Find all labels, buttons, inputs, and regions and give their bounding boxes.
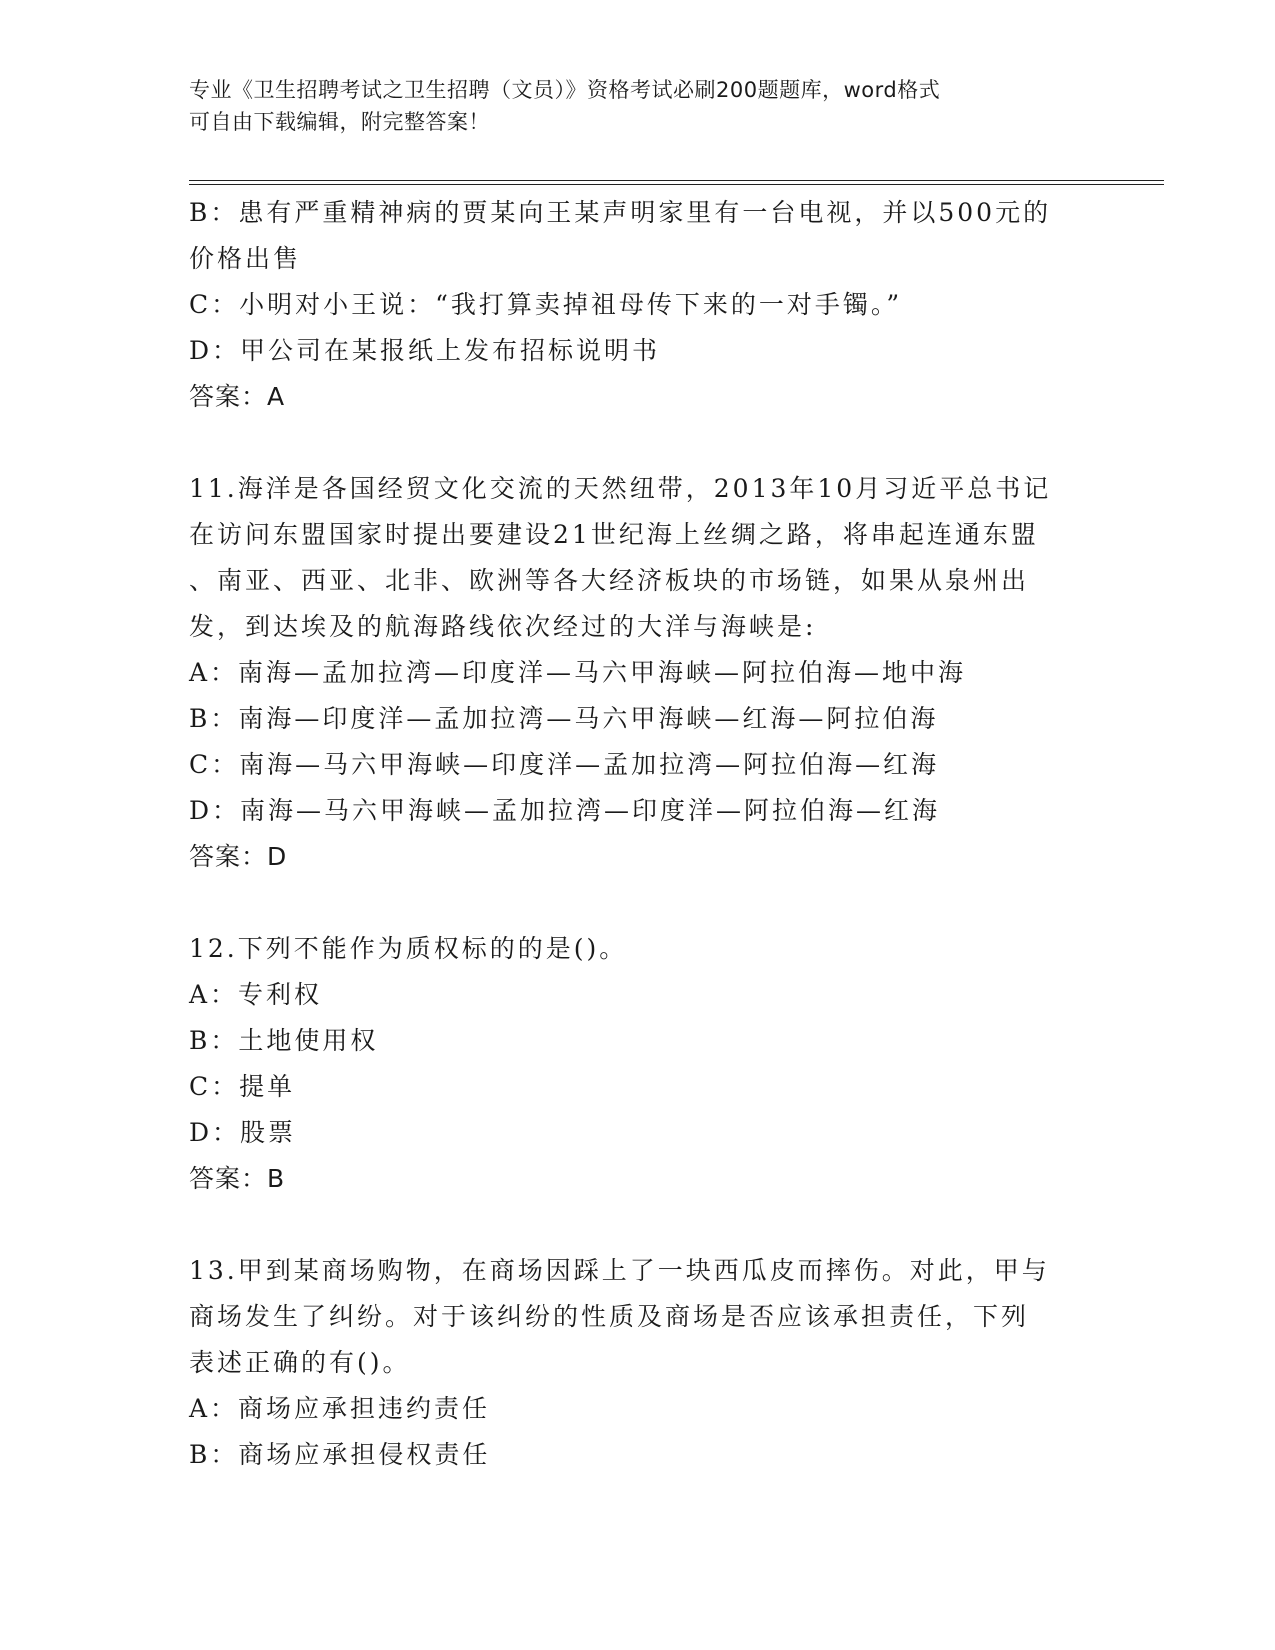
option-c: C：小明对小王说：“我打算卖掉祖母传下来的一对手镯。” xyxy=(189,290,903,319)
option-c: C：南海—马六甲海峡—印度洋—孟加拉湾—阿拉伯海—红海 xyxy=(189,750,940,779)
question-stem-line-3: 、南亚、西亚、北非、欧洲等各大经济板块的市场链，如果从泉州出 xyxy=(189,566,1030,595)
answer-label: 答案：D xyxy=(189,842,288,871)
answer-label: 答案：B xyxy=(189,1164,286,1193)
question-content xyxy=(189,190,1089,1478)
spacer xyxy=(189,420,1089,466)
question-stem-line-2: 在访问东盟国家时提出要建设21世纪海上丝绸之路，将串起连通东盟 xyxy=(189,520,1039,549)
question-block-13 xyxy=(189,1248,1089,1478)
option-c: C：提单 xyxy=(189,1072,296,1101)
question-stem: 12.下列不能作为质权标的的是()。 xyxy=(189,934,628,963)
option-a: A：南海—孟加拉湾—印度洋—马六甲海峡—阿拉伯海—地中海 xyxy=(189,658,967,687)
question-stem-line-2: 商场发生了纠纷。对于该纠纷的性质及商场是否应该承担责任，下列 xyxy=(189,1302,1030,1331)
answer-label: 答案：A xyxy=(189,382,286,411)
header-divider-top xyxy=(189,180,1164,181)
document-header xyxy=(189,74,1079,138)
question-stem-line-4: 发，到达埃及的航海路线依次经过的大洋与海峡是: xyxy=(189,612,817,641)
question-stem-line-1: 11.海洋是各国经贸文化交流的天然纽带，2013年10月习近平总书记 xyxy=(189,474,1052,503)
option-a: A：商场应承担违约责任 xyxy=(189,1394,491,1423)
question-block-12 xyxy=(189,926,1089,1202)
header-line-1: 专业《卫生招聘考试之卫生招聘（文员）》资格考试必刷200题题库，word格式 xyxy=(189,78,941,102)
question-block-10 xyxy=(189,190,1089,420)
header-divider-bottom xyxy=(189,184,1164,185)
option-b-line-2: 价格出售 xyxy=(189,244,302,273)
option-b: B：南海—印度洋—孟加拉湾—马六甲海峡—红海—阿拉伯海 xyxy=(189,704,939,733)
header-line-2: 可自由下载编辑，附完整答案！ xyxy=(189,110,490,134)
option-d: D：南海—马六甲海峡—孟加拉湾—印度洋—阿拉伯海—红海 xyxy=(189,796,941,825)
option-d: D：股票 xyxy=(189,1118,297,1147)
option-b: B：土地使用权 xyxy=(189,1026,379,1055)
option-b-line-1: B：患有严重精神病的贾某向王某声明家里有一台电视，并以500元的 xyxy=(189,198,1052,227)
spacer xyxy=(189,880,1089,926)
question-stem-line-1: 13.甲到某商场购物，在商场因踩上了一块西瓜皮而摔伤。对此，甲与 xyxy=(189,1256,1050,1285)
option-d: D：甲公司在某报纸上发布招标说明书 xyxy=(189,336,661,365)
option-a: A：专利权 xyxy=(189,980,323,1009)
option-b: B：商场应承担侵权责任 xyxy=(189,1440,491,1469)
question-block-11 xyxy=(189,466,1089,880)
question-stem-line-3: 表述正确的有()。 xyxy=(189,1348,411,1377)
spacer xyxy=(189,1202,1089,1248)
